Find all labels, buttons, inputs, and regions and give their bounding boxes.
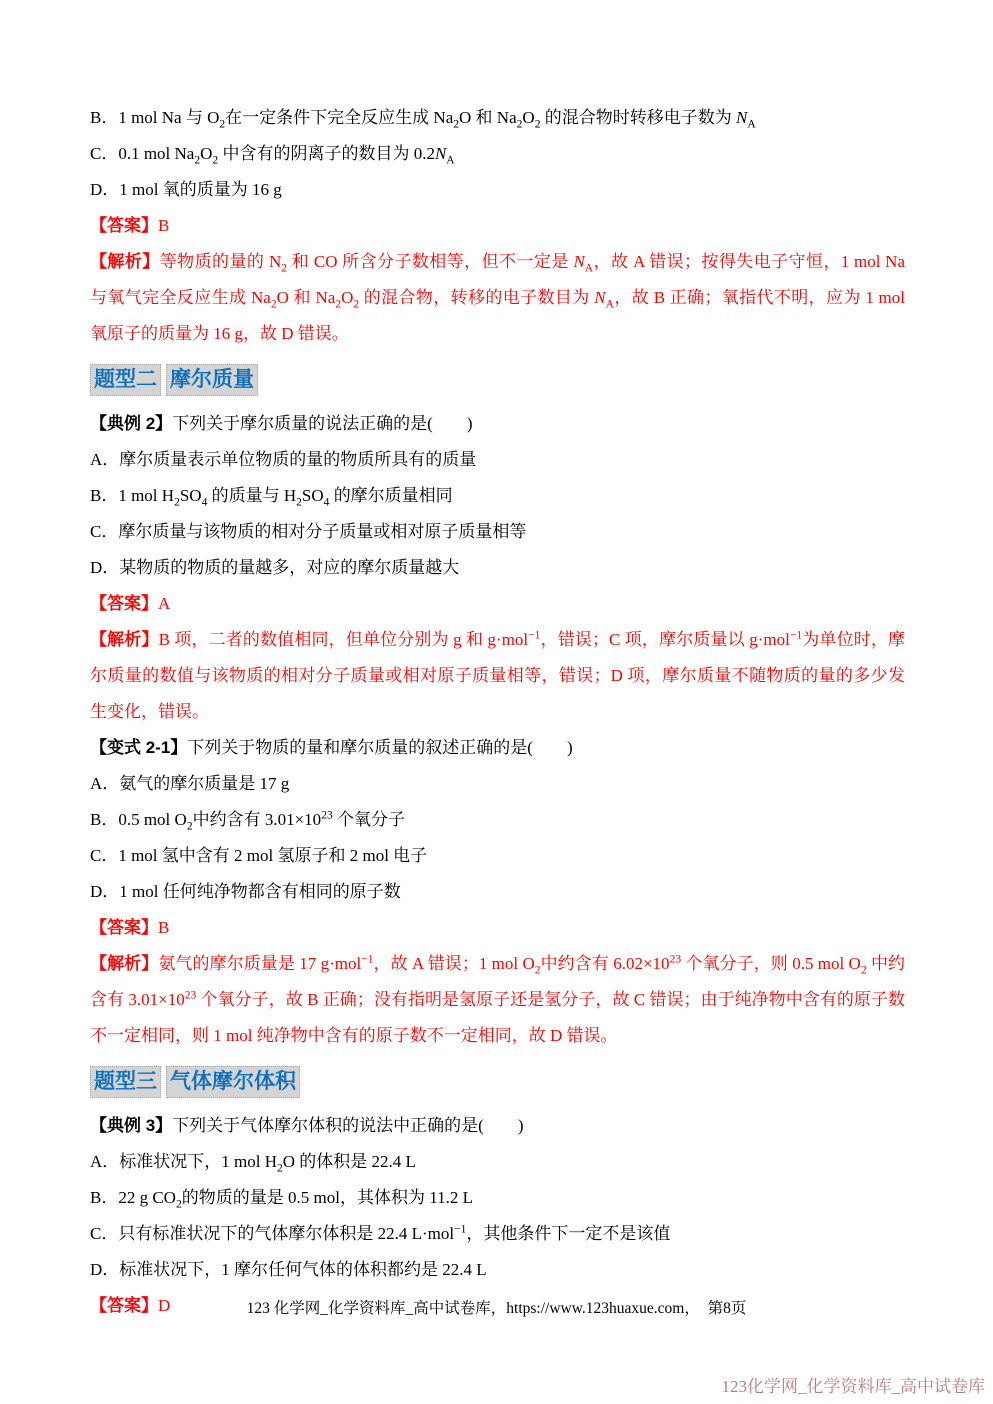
page-footer: 123 化学网_化学资料库_高中试卷库，https://www.123huaxue.com， 第8页 xyxy=(246,1300,747,1317)
analysis-paragraph: 【解析】氨气的摩尔质量是 17 g·mol$^{-1}$，故 A 错误；1 mol $O_2$中约含有 $6.02\times 10^{23}$ 个氧分子，则 0.5 mol $O_2$ 中约含有 $3.01\times 10^{23}$ 个氧分子，故 B 正确；没有指明是氢原子还是氢分子，故 C 错误；由于纯净物中含有的原子数不一定相同，则 1 mol 纯净物中含有的原子数不一定相同，故 D 错误。 xyxy=(90,952,906,1045)
question-line: 【典例 2】下列关于摩尔质量的说法正确的是( ) xyxy=(90,414,473,433)
question-line: C．1 mol 氢中含有 2 mol 氢原子和 2 mol 电子 xyxy=(90,846,428,865)
question-line: D．某物质的物质的量越多，对应的摩尔质量越大 xyxy=(90,558,460,577)
section-header-segment: 气体摩尔体积 xyxy=(166,1066,300,1098)
section-header-segment: 摩尔质量 xyxy=(166,364,258,396)
question-line: 【典例 3】下列关于气体摩尔体积的说法中正确的是( ) xyxy=(90,1116,524,1135)
question-line: A．标准状况下，1 mol $H_2O$ 的体积是 22.4 L xyxy=(90,1152,416,1175)
answer-line: 【答案】A xyxy=(90,594,171,613)
answer-line: 【答案】D xyxy=(90,1296,171,1315)
section-header xyxy=(90,364,905,398)
question-line: B．1 mol Na 与 $O_2$在一定条件下完全反应生成 $Na_2O$ 和 $Na_2O_2$ 的混合物时转移电子数为 $N_A$ xyxy=(90,108,756,131)
section-header-segment: 题型二 xyxy=(90,364,161,396)
page-watermark: 123化学网_化学资料库_高中试卷库 xyxy=(721,1377,985,1396)
question-line: A．摩尔质量表示单位物质的量的物质所具有的质量 xyxy=(90,450,477,469)
question-line: 【变式 2-1】下列关于物质的量和摩尔质量的叙述正确的是( ) xyxy=(90,738,573,757)
answer-line: 【答案】B xyxy=(90,216,170,235)
analysis-paragraph: 【解析】B 项，二者的数值相同，但单位分别为 g 和 g·mol$^{-1}$，错误；C 项，摩尔质量以 g·mol$^{-1}$为单位时，摩尔质量的数值与该物质的相对分子质量或相对原子质量相等，错误；D 项，摩尔质量不随物质的量的多少发生变化，错误。 xyxy=(90,628,906,721)
question-line: D．1 mol 任何纯净物都含有相同的原子数 xyxy=(90,882,401,901)
question-line: B．22 g $CO_2$的物质的量是 0.5 mol，其体积为 11.2 L xyxy=(90,1188,473,1211)
question-line: C．摩尔质量与该物质的相对分子质量或相对原子质量相等 xyxy=(90,522,527,541)
question-line: D．1 mol 氧的质量为 16 g xyxy=(90,180,282,199)
section-header xyxy=(90,1066,905,1100)
document-body xyxy=(90,100,905,1324)
question-line: B．0.5 mol $O_2$中约含有 $3.01\times 10^{23}$ 个氧分子 xyxy=(90,808,405,833)
question-line: D．标准状况下，1 摩尔任何气体的体积都约是 22.4 L xyxy=(90,1260,487,1279)
question-line: A．氨气的摩尔质量是 17 g xyxy=(90,774,290,793)
question-line: C．0.1 mol $Na_2O_2$ 中含有的阴离子的数目为 $0.2N_A$ xyxy=(90,144,455,167)
section-header-segment: 题型三 xyxy=(90,1066,161,1098)
answer-line: 【答案】B xyxy=(90,918,170,937)
analysis-paragraph: 【解析】等物质的量的 $N_2$ 和 CO 所含分子数相等，但不一定是 $N_A$，故 A 错误；按得失电子守恒，1 mol Na 与氧气完全反应生成 $Na_2O$ 和 $Na_2O_2$ 的混合物，转移的电子数目为 $N_A$，故 B 正确；氧指代不明，应为 1 mol 氧原子的质量为 16 g，故 D 错误。 xyxy=(90,252,906,343)
question-line: C．只有标准状况下的气体摩尔体积是 22.4 L·mol$^{-1}$，其他条件下一定不是该值 xyxy=(90,1222,671,1243)
question-line: B．1 mol $H_2SO_4$ 的质量与 $H_2SO_4$ 的摩尔质量相同 xyxy=(90,486,453,509)
